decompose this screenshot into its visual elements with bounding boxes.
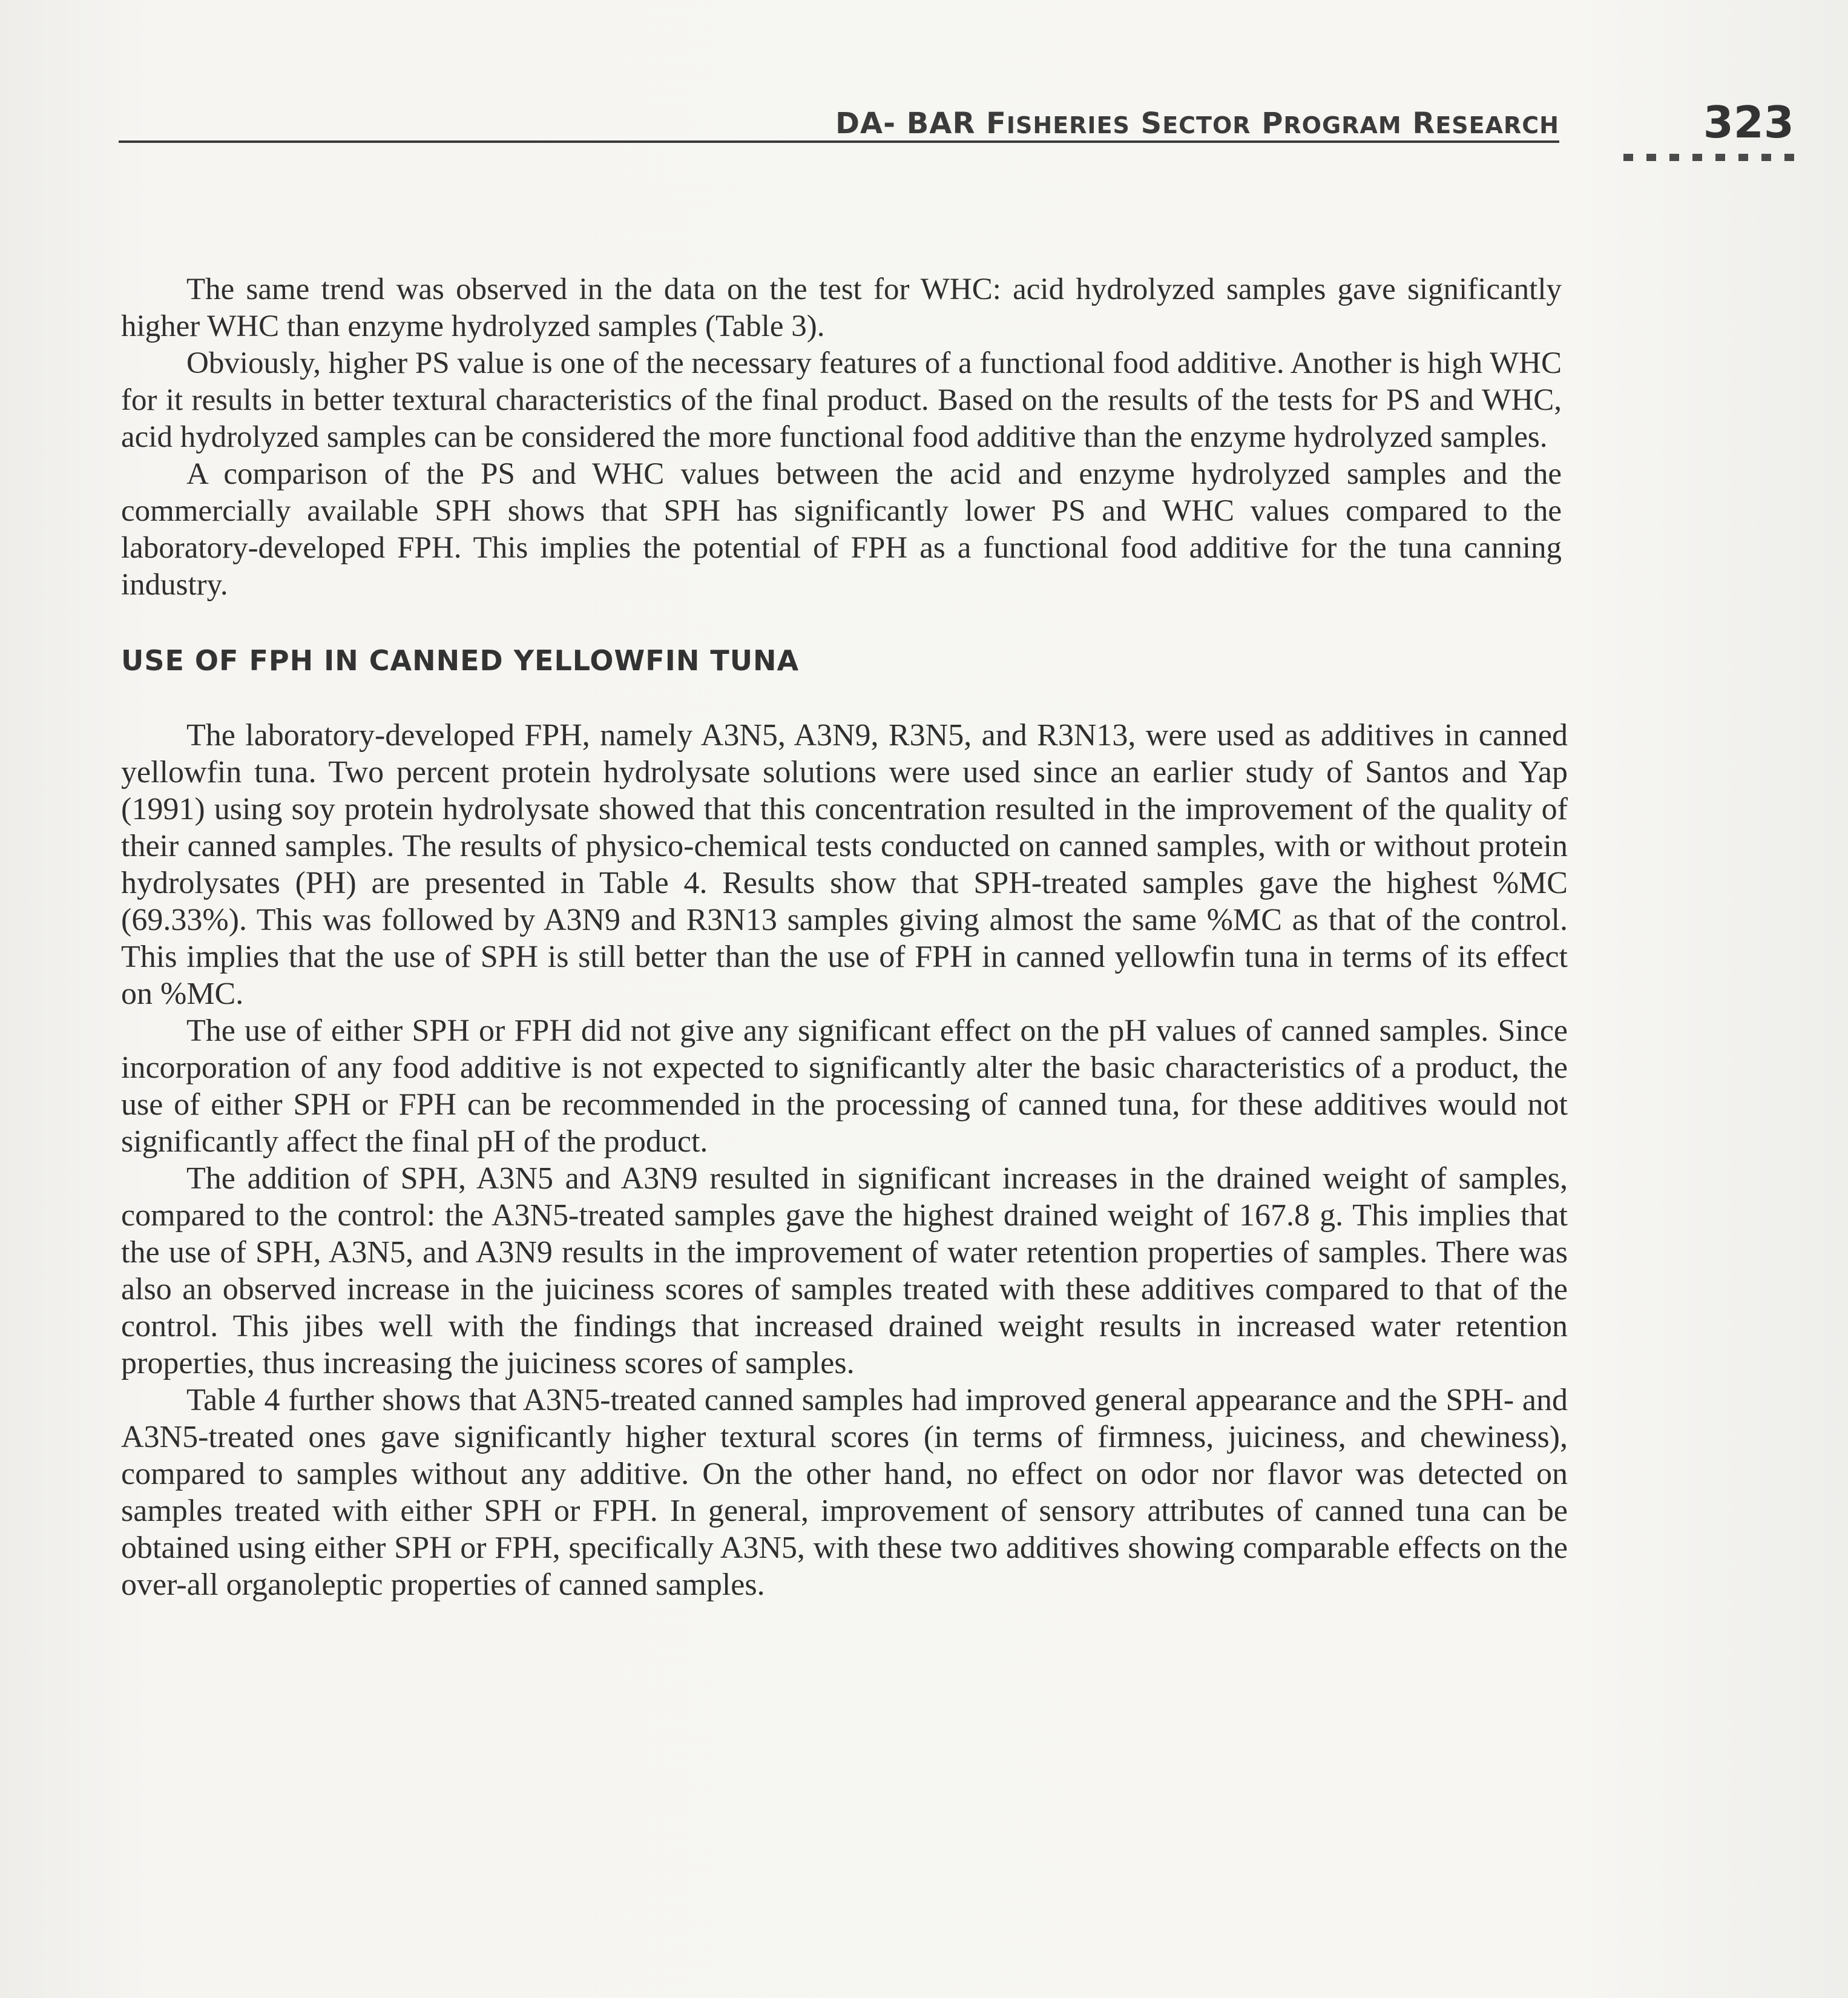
header-title-part: ISHERIES bbox=[1006, 112, 1130, 139]
header-title-part: R bbox=[1401, 107, 1436, 140]
header-title-part: S bbox=[1130, 107, 1163, 140]
square-dot-icon bbox=[1784, 154, 1794, 161]
paragraph: The use of either SPH or FPH did not give any significant effect on the pH values of canned samples. Since incorporation of any food additive is not expected to significantly alter the basic characteristics of a product, the use of either SPH or FPH can be recommended in the processing of canned tuna, for these additives would not significantly affect the final pH of the product. bbox=[121, 1014, 1568, 1159]
header-title-part: F bbox=[986, 107, 1007, 140]
header-title bbox=[835, 107, 1559, 140]
square-dot-icon bbox=[1738, 154, 1748, 161]
body-text bbox=[121, 271, 1568, 1603]
page-number: 323 bbox=[1703, 97, 1794, 148]
paragraph: The same trend was observed in the data on the test for WHC: acid hydrolyzed samples gave significantly higher WHC than enzyme hydrolyzed samples (Table 3). bbox=[121, 272, 1562, 343]
header-rule bbox=[119, 140, 1559, 143]
square-dot-icon bbox=[1715, 154, 1725, 161]
header-title-part: P bbox=[1251, 107, 1284, 140]
paragraph: A comparison of the PS and WHC values between the acid and enzyme hydrolyzed samples and the commercially available SPH shows that SPH has significantly lower PS and WHC values compared to the laboratory-developed FPH. This implies the potential of FPH as a functional food additive for the tuna canning industry. bbox=[121, 457, 1562, 602]
header-title-part: ROGRAM bbox=[1283, 112, 1402, 139]
section-heading: USE OF FPH IN CANNED YELLOWFIN TUNA bbox=[121, 644, 800, 677]
paragraph: The addition of SPH, A3N5 and A3N9 resulted in significant increases in the drained weight of samples, compared to the control: the A3N5-treated samples gave the highest drained weight of 167.8 g. This implies that the use of SPH, A3N5, and A3N9 results in the improvement of water retention properties of samples. There was also an observed increase in the juiciness scores of samples treated with these additives compared to that of the control. This jibes well with the findings that increased drained weight results in increased water retention properties, thus increasing the juiciness scores of samples. bbox=[121, 1161, 1568, 1380]
square-dot-icon bbox=[1692, 154, 1702, 161]
paragraph: Table 4 further shows that A3N5-treated canned samples had improved general appearance and the SPH- and A3N5-treated ones gave significantly higher textural scores (in terms of firmness, juiciness, and chewiness), compared to samples without any additive. On the other hand, no effect on odor nor flavor was detected on samples treated with either SPH or FPH. In general, improvement of sensory attributes of canned tuna can be obtained using either SPH or FPH, specifically A3N5, with these two additives showing comparable effects on the over-all organoleptic properties of canned samples. bbox=[121, 1383, 1568, 1602]
square-dot-icon bbox=[1761, 154, 1771, 161]
paragraph: The laboratory-developed FPH, namely A3N5, A3N9, R3N5, and R3N13, were used as additives in canned yellowfin tuna. Two percent protein hydrolysate solutions were used since an earlier study of Santos and Yap (1991) using soy protein hydrolysate showed that this concentration resulted in the improvement of the quality of their canned samples. The results of physico-chemical tests conducted on canned samples, with or without protein hydrolysates (PH) are presented in Table 4. Results show that SPH-treated samples gave the highest %MC (69.33%). This was followed by A3N9 and R3N13 samples giving almost the same %MC as that of the control. This implies that the use of SPH is still better than the use of FPH in canned yellowfin tuna in terms of its effect on %MC. bbox=[121, 718, 1568, 1011]
header-title-part: ESEARCH bbox=[1435, 112, 1559, 139]
header-title-part: ECTOR bbox=[1162, 112, 1251, 139]
section-body bbox=[121, 717, 1568, 1603]
square-dot-icon bbox=[1646, 154, 1656, 161]
decorative-dots bbox=[1623, 154, 1794, 161]
paragraph: Obviously, higher PS value is one of the necessary features of a functional food additive. Another is high WHC for it results in better textural characteristics of the final product. Based on the results of the tests for PS and WHC, acid hydrolyzed samples can be considered the more functional food additive than the enzyme hydrolyzed samples. bbox=[121, 346, 1562, 454]
square-dot-icon bbox=[1623, 154, 1633, 161]
square-dot-icon bbox=[1669, 154, 1679, 161]
header-title-prefix: DA- BAR bbox=[835, 107, 987, 140]
running-header bbox=[119, 97, 1801, 168]
